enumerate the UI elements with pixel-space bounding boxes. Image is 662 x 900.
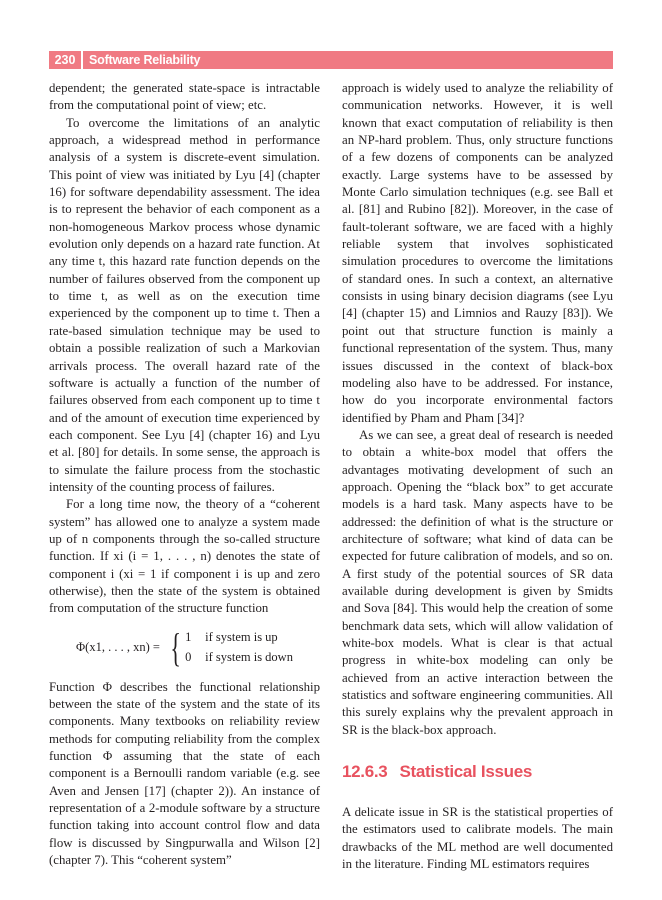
left-column — [49, 80, 320, 869]
right-column — [342, 80, 613, 873]
case-value: 1 — [185, 629, 192, 644]
paragraph: A delicate issue in SR is the statistical properties of the estimators used to calibrate models. The main drawbacks of the ML method are well documented in the literature. Finding ML estimators requires — [342, 805, 613, 872]
equation-cases — [185, 629, 293, 667]
left-brace: { — [170, 624, 181, 670]
section-title: Statistical Issues — [399, 762, 533, 782]
book-title: Software Reliability — [89, 53, 201, 67]
equation-lhs: Φ(x1, . . . , xn) = — [76, 639, 160, 654]
paragraph: Function Φ describes the functional relationship between the state of the system and the state of its components. Many textbooks on reliability review methods for computing reliability from the complex function Φ assuming that the state of each component is a Bernoulli random variable (e.g. see Aven and Jensen [17] (chapter 2)). An instance of representation of a 2-module software by a structure function taking into account control flow and data flow is discussed by Singpurwalla and Wilson [2] (chapter 7). This “coherent system” — [49, 679, 320, 868]
paragraph: approach is widely used to analyze the reliability of communication networks. However, it is well known that exact computation of reliability is then an NP-hard problem. Thus, only structure functions of a few dozens of components can be analyzed exactly. Large systems have to be assessed by Monte Carlo simulation techniques (e.g. see Ball et al. [81] and Rubino [82]). Moreover, in the case of fault-tolerant software, we are faced with a highly reliable system that involves sophisticated simulation procedures to overcome the limitations of standard ones. In such a context, an alternative consists in using binary decision diagrams (see Lyu [4] (chapter 15) and Limnios and Rauzy [83]). We point out that structure function is mainly a functional representation of the system. Thus, many issues discussed in the context of black-box modeling also have to be addressed. For instance, how do you incorporate environmental factors identified by Pham and Pham [34]? — [342, 81, 613, 425]
section-number: 12.6.3 — [342, 762, 388, 782]
paragraph: For a long time now, the theory of a “coherent system” has allowed one to analyze a system made up of n components through the so-called structure function. If xi (i = 1, . . . , n) denotes the state of component i (xi = 1 if component i is up and zero otherwise), then the state of the system is obtained from computation of the structure function — [49, 497, 320, 616]
section-heading — [342, 762, 613, 782]
case-value: 0 — [185, 650, 192, 665]
equation-case — [185, 649, 293, 666]
paragraph: To overcome the limitations of an analytic approach, a widespread method in performance analysis of a system is discrete-event simulation. This point of view was initiated by Lyu [4] (chapter 16) for software dependability assessment. The idea is to represent the behavior of each component as a non-homogeneous Markov process whose dynamic evolution only depends on a hazard rate function. At any time t, this hazard rate function depends on the number of failures observed from the component up to time t, as well as on the execution time experienced by the component up to time t. Then a rate-based simulation technique may be used to obtain a possible realization of such a Markovian arrivals process. The overall hazard rate of the software is actually a function of the number of failures observed from each component up to time t and of the amount of execution time experienced by each component. See Lyu [4] (chapter 16) and Lyu et al. [80] for details. In some sense, the approach is to simulate the failure process from the stochastic intensity of the counting process of failures. — [49, 115, 320, 494]
paragraph: dependent; the generated state-space is intractable from the computational point of view; etc. — [49, 81, 320, 113]
paragraph: As we can see, a great deal of research is needed to obtain a white-box model that offers the advantages motivating development of such an approach. Opening the “black box” to get accurate models is a hard task. Many aspects have to be addressed: the definition of what is the structure or architecture of software; what kind of data can be expected for future calibration of models, and so on. A first study of the potential sources of SR data available during development is given by Smidts and Sova [84]. This would help the creation of some benchmark data sets, which will allow validation of white-box models. What is clear is that actual progress in white-box modeling can only be achieved from an active interaction between the statistics and software engineering communities. All this surely explains why the prevalent approach in SR is the black-box approach. — [342, 427, 613, 737]
case-condition: if system is up — [205, 629, 278, 644]
structure-function-equation — [49, 622, 320, 674]
case-condition: if system is down — [205, 650, 293, 665]
running-header — [49, 51, 613, 69]
page-number: 230 — [54, 53, 76, 67]
equation-case — [185, 629, 293, 646]
